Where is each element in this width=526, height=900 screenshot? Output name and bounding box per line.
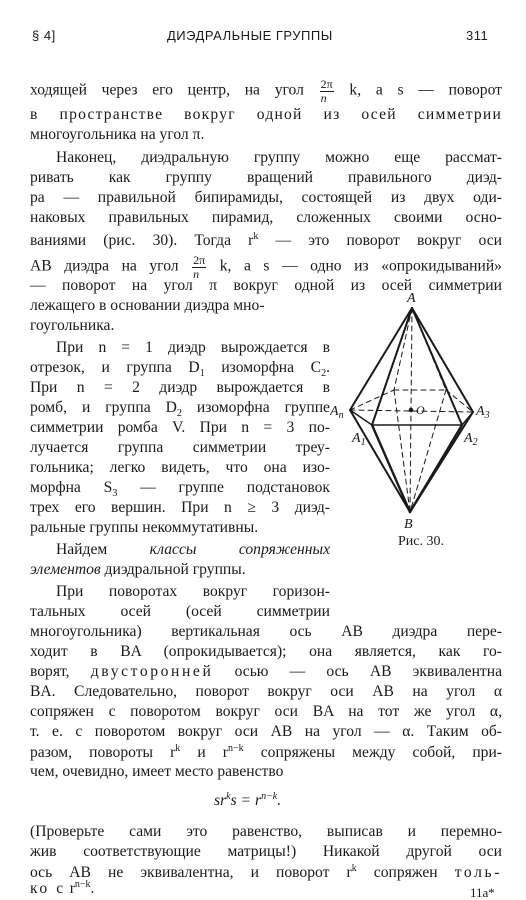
edge-A-An bbox=[350, 308, 412, 410]
edge-A1-B bbox=[372, 425, 410, 512]
label-A3: $A_3$ bbox=[476, 404, 490, 421]
text-line: сопряжен с поворотом вокруг оси BA на тот же угол α, bbox=[30, 703, 502, 720]
label-B: B bbox=[404, 517, 413, 530]
text-line: морфна $S_3$ — группе подстановок bbox=[30, 479, 330, 500]
label-A2: $A_2$ bbox=[464, 431, 478, 448]
text-line: лучается группа симметрии треу- bbox=[30, 439, 330, 456]
text-line: ворят, двусторонней осью — ось AB эквивалентна bbox=[30, 663, 503, 680]
text-line: гольника; легко видеть, что она изо- bbox=[30, 459, 330, 476]
signature-mark: 11а* bbox=[470, 885, 495, 900]
text-line: многоугольника на угол π. bbox=[30, 126, 205, 143]
text-line: лежащего в основании диэдра мно- bbox=[30, 297, 265, 314]
hidden-edge-upper-left bbox=[394, 308, 412, 390]
text-line: отрезок, и группа $D_1$ изоморфна $C_2$. bbox=[30, 359, 330, 380]
fraction: $\frac{2\pi}{n}$ bbox=[193, 253, 206, 281]
text-line: При поворотах вокруг горизон- bbox=[56, 583, 330, 600]
edge-A-A3 bbox=[412, 308, 473, 412]
text-line: — поворот на угол π вокруг одной из осей симметрии bbox=[30, 277, 502, 294]
text-line: ваниями (рис. 30). Тогда $r^k$ — это поворот вокруг оси bbox=[30, 231, 502, 250]
text-line: ра — правильной бипирамиды, состоящей из двух оди- bbox=[30, 189, 502, 206]
text-line: ходящей через его центр, на угол $\frac{2\pi}{n}$ k, а s — поворот bbox=[30, 77, 502, 105]
text-line: AB диэдра на угол $\frac{2\pi}{n}$ k, а s — одно из «опрокидываний» bbox=[30, 253, 502, 281]
hidden-edge-A3 bbox=[446, 390, 473, 412]
label-A: A bbox=[407, 291, 416, 306]
label-O: O bbox=[416, 403, 425, 417]
center-point bbox=[409, 408, 413, 412]
edge-A-A1 bbox=[372, 308, 412, 425]
text-line: многоугольника) вертикальная ось AB диэдра пере- bbox=[30, 623, 502, 640]
section-marker: § 4] bbox=[32, 28, 56, 43]
text-line: При n = 2 диэдр вырождается в bbox=[30, 379, 330, 396]
label-A1: $A_1$ bbox=[352, 431, 366, 448]
text-line: в пространстве вокруг одной из осей симметрии bbox=[30, 106, 502, 123]
text-line: ко с $r^{n-k}$. bbox=[30, 879, 95, 898]
text-line: (Проверьте сами это равенство, выписав и перемно- bbox=[30, 823, 502, 840]
text-line: разом, повороты $r^k$ и $r^{n-k}$ сопряжены между собой, при- bbox=[30, 743, 503, 762]
text-line: т. е. с поворотом вокруг оси AB на угол — α. Таким об- bbox=[30, 723, 502, 740]
page-number: 311 bbox=[466, 28, 489, 43]
text-line: тальных осей (осей симметрии bbox=[30, 603, 330, 620]
text-line: жив соответствующие матрицы!) Никакой другой оси bbox=[30, 843, 502, 860]
text-line: чем, очевидно, имеет место равенство bbox=[30, 763, 284, 780]
text-line: ривать как группу вращений правильного диэд- bbox=[30, 169, 502, 186]
edge-A3-B bbox=[410, 412, 473, 512]
text-line: Наконец, диэдральную группу можно еще рассмат- bbox=[56, 149, 502, 166]
running-title: ДИЭДРАЛЬНЫЕ ГРУППЫ bbox=[167, 28, 333, 43]
text-line: Найдем классы сопряженных bbox=[56, 541, 330, 558]
text-line: элементов диэдральной группы. bbox=[30, 561, 246, 578]
text-line: ходит в BA (опрокидывается); она является, как го- bbox=[30, 643, 502, 660]
text-line: ось AB не эквивалентна, и поворот $r^k$ сопряжен толь- bbox=[30, 863, 502, 882]
bipyramid-figure bbox=[330, 290, 510, 530]
figure-caption: Рис. 30. bbox=[398, 534, 444, 549]
text-line: гоугольника. bbox=[30, 317, 115, 334]
text-line: трех его вершин. При n ≥ 3 диэд- bbox=[30, 499, 330, 516]
fraction: $\frac{2\pi}{n}$ bbox=[320, 77, 333, 105]
text-line: ромб, и группа $D_2$ изоморфна группе bbox=[30, 399, 330, 420]
text-line: ральные группы некоммутативны. bbox=[30, 519, 259, 536]
text-line: симметрии ромба V. При n = 3 по- bbox=[30, 419, 330, 436]
display-formula: $sr^ks = r^{n-k}$. bbox=[214, 791, 282, 810]
text-line: При n = 1 диэдр вырождается в bbox=[56, 339, 330, 356]
text-line: BA. Следовательно, поворот вокруг оси AB на угол α bbox=[30, 683, 502, 700]
label-An: $A_n$ bbox=[330, 404, 344, 421]
text-line: наковых правильных пирамид, сложенных своими осно- bbox=[30, 209, 502, 226]
